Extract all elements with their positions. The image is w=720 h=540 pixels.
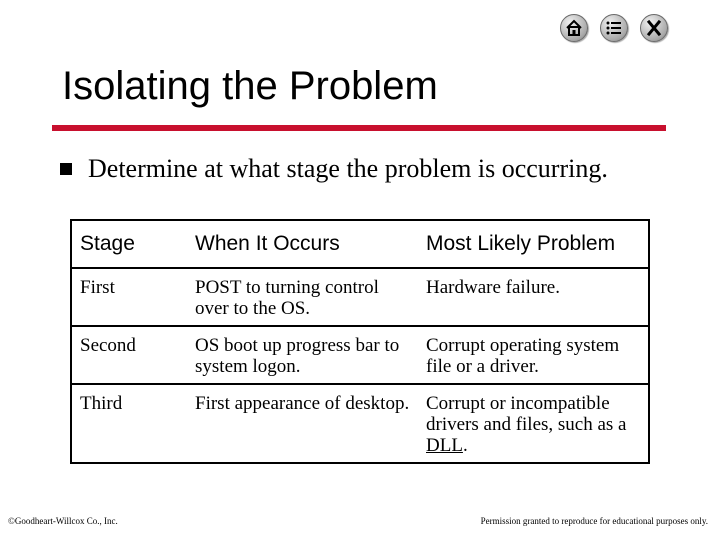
table-header-row — [71, 220, 649, 268]
when-cell: POST to turning control over to the OS. — [187, 268, 418, 326]
problem-suffix: . — [462, 435, 468, 456]
home-icon — [565, 19, 583, 37]
problem-cell: Hardware failure. — [418, 268, 649, 326]
title-rule — [52, 125, 666, 131]
menu-button[interactable] — [600, 14, 628, 42]
menu-icon — [605, 19, 623, 37]
problem-text: Corrupt or incompatible drivers and files, such as a — [426, 393, 627, 435]
stage-cell: Third — [80, 393, 123, 414]
dll-link[interactable]: DLL — [426, 435, 463, 456]
slide-title: Isolating the Problem — [62, 64, 438, 108]
home-button[interactable] — [560, 14, 588, 42]
close-button[interactable] — [640, 14, 668, 42]
table-row — [71, 326, 649, 384]
permission-footer: Permission granted to reproduce for educational purposes only. — [480, 516, 708, 526]
stage-table — [70, 219, 650, 464]
problem-cell — [418, 384, 649, 463]
bullet-text: Determine at what stage the problem is occurring. — [88, 154, 608, 183]
header-problem: Most Likely Problem — [418, 220, 649, 268]
bullet-item — [60, 152, 608, 186]
table-row — [71, 384, 649, 463]
copyright-footer: ©Goodheart-Willcox Co., Inc. — [8, 516, 118, 526]
table-row — [71, 268, 649, 326]
square-bullet-icon — [60, 163, 72, 175]
nav-buttons — [560, 14, 668, 42]
problem-cell: Corrupt operating system file or a driver. — [418, 326, 649, 384]
when-cell: First appearance of desktop. — [195, 393, 410, 414]
stage-cell: First — [71, 268, 187, 326]
stage-cell: Second — [71, 326, 187, 384]
header-stage: Stage — [71, 220, 187, 268]
header-when: When It Occurs — [187, 220, 418, 268]
close-icon — [645, 19, 663, 37]
when-cell: OS boot up progress bar to system logon. — [187, 326, 418, 384]
